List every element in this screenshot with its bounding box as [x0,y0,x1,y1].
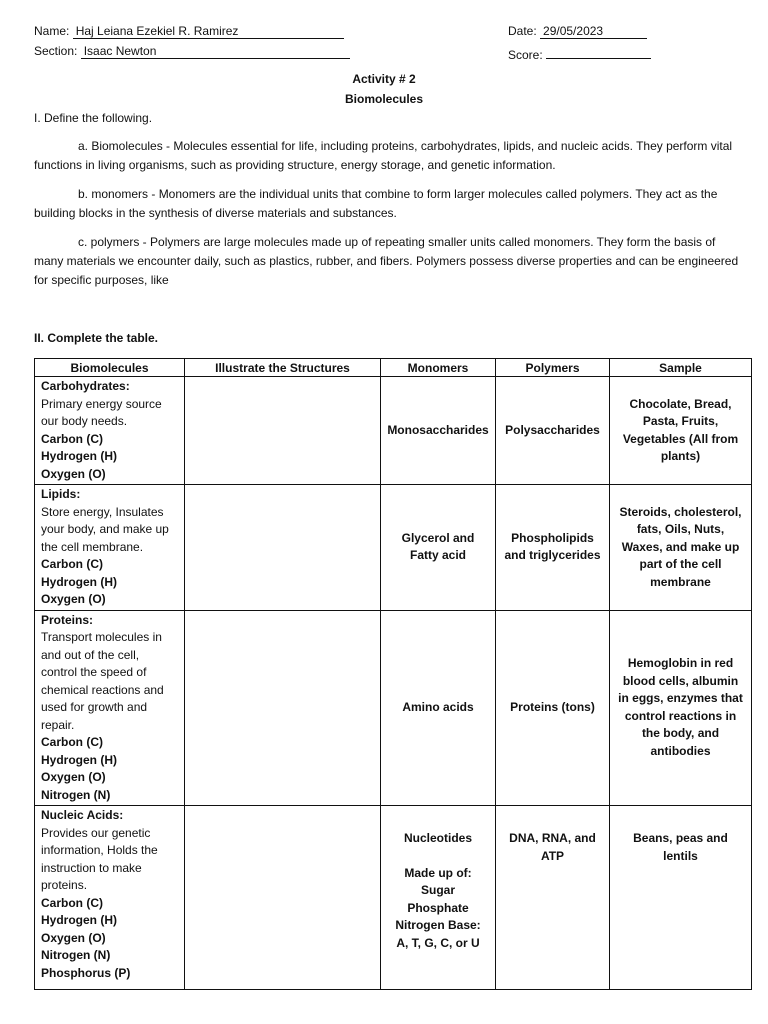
subject-title: Biomolecules [344,92,424,106]
section-label: Section: [34,44,78,58]
score-field [508,44,651,62]
monomer-text: Monosaccharides [387,422,489,437]
column-header: Biomolecules [35,359,185,377]
column-header: Illustrate the Structures [185,359,381,377]
date-field [508,24,647,39]
sample-cell: Hemoglobin in red blood cells, albumin in eggs, enzymes that control reactions in the body, and antibodies [610,610,752,806]
table-row-nucleic-acids [35,806,752,990]
biomolecule-cell [35,485,185,611]
table-row-proteins [35,610,752,806]
element: Oxygen (O) [41,770,106,784]
biomolecule-name: Carbohydrates: [41,379,130,393]
element: Carbon (C) [41,895,103,910]
element: Oxygen (O) [41,466,106,481]
definition-biomolecules [34,137,742,175]
element: Phosphorus (P) [41,965,131,980]
element: Hydrogen (H) [41,752,117,767]
definition-polymers [34,233,742,290]
structure-cell[interactable] [185,610,381,806]
date-label: Date: [508,24,537,38]
element: Hydrogen (H) [41,574,117,589]
score-value [546,44,651,59]
biomolecule-description: Transport molecules in and out of the cell, control the speed of chemical reactions and used for growth and repair. [41,630,164,732]
definition-text: c. polymers - Polymers are large molecules made up of repeating smaller units called monomers. They form the basis of many materials we encounter daily, such as plastics, rubber, and fibers. Polymers possess diverse properties and can be engineered for specific purposes, like [34,235,739,287]
monomer-text: Amino acids [402,700,474,714]
polymers-cell: Polysaccharides [496,377,610,485]
biomolecules-table [34,358,752,990]
sample-cell: Steroids, cholesterol, fats, Oils, Nuts, Waxes, and make up part of the cell membrane [610,485,752,611]
element: Carbon (C) [41,431,103,446]
polymers-cell: DNA, RNA, and ATP [496,806,610,990]
table-row-carbohydrates [35,377,752,485]
polymers-cell: Proteins (tons) [496,610,610,806]
biomolecule-name: Proteins: [41,612,94,627]
biomolecule-cell [35,806,185,990]
activity-title: Activity # 2 [352,72,416,86]
part1-heading: I. Define the following. [34,111,153,125]
element: Hydrogen (H) [41,449,117,463]
polymers-cell: Phospholipids and triglycerides [496,485,610,611]
biomolecule-cell [35,377,185,485]
name-field [34,24,344,39]
column-header: Polymers [496,359,610,377]
table-header-row [35,359,752,377]
element: Hydrogen (H) [41,913,117,927]
biomolecule-name: Lipids: [41,487,81,501]
part2-heading: II. Complete the table. [34,331,159,345]
definition-text: b. monomers - Monomers are the individual units that combine to form larger molecules called polymers. They act as the building blocks in the synthesis of diverse materials and substances. [34,187,718,220]
sample-cell: Beans, peas and lentils [610,806,752,990]
element: Oxygen (O) [41,930,106,945]
section-value: Isaac Newton [81,44,350,59]
element: Nitrogen (N) [41,787,111,802]
monomers-cell [381,806,496,990]
sample-cell: Chocolate, Bread, Pasta, Fruits, Vegetables (All from plants) [610,377,752,485]
column-header: Monomers [381,359,496,377]
biomolecule-cell [35,610,185,806]
element: Nitrogen (N) [41,948,111,962]
score-label: Score: [508,48,543,62]
structure-cell[interactable] [185,485,381,611]
biomolecule-description: Provides our genetic information, Holds the instruction to make proteins. [41,825,158,892]
biomolecule-description: Primary energy source our body needs. [41,396,162,428]
monomer-text: Glycerol and Fatty acid [401,530,475,563]
name-label: Name: [34,24,70,38]
monomer-text: Nucleotides [403,831,472,845]
section-field [34,44,350,59]
monomers-cell [381,610,496,806]
element: Carbon (C) [41,557,103,571]
name-value: Haj Leiana Ezekiel R. Ramirez [73,24,344,39]
monomers-cell [381,377,496,485]
element: Oxygen (O) [41,592,106,606]
monomer-composition: Made up of: Sugar Phosphate Nitrogen Base: A, T, G, C, or U [395,865,481,950]
biomolecule-description: Store energy, Insulates your body, and make up the cell membrane. [41,504,169,554]
column-header: Sample [610,359,752,377]
table-row-lipids [35,485,752,611]
structure-cell[interactable] [185,377,381,485]
monomers-cell [381,485,496,611]
definition-text: a. Biomolecules - Molecules essential for life, including proteins, carbohydrates, lipids, and nucleic acids. They perform vital functions in living organisms, such as providing structure, energy storage, and genetic information. [34,139,733,172]
structure-cell[interactable] [185,806,381,990]
date-value: 29/05/2023 [540,24,647,39]
definition-monomers [34,185,742,223]
element: Carbon (C) [41,735,103,749]
biomolecule-name: Nucleic Acids: [41,808,124,822]
